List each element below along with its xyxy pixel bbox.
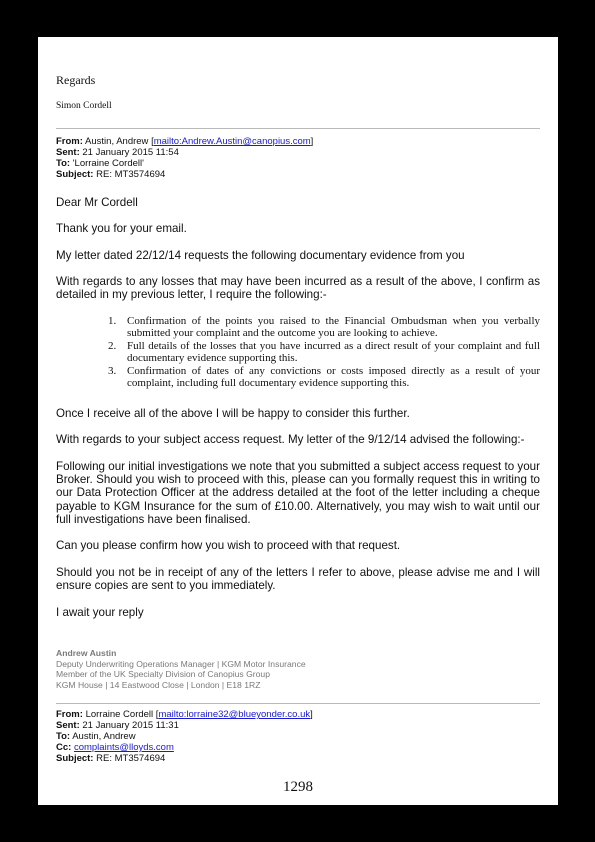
sent-value: 21 January 2015 11:54: [82, 147, 179, 158]
list-item: 1. Confirmation of the points you raised to the Financial Ombudsman when you verbally submitted your complaint and the outcome you are looking to achieve.: [108, 315, 540, 340]
paragraph-losses: With regards to any losses that may have been incurred as a result of the above, I confirm as detailed in my previous letter, I require the following:-: [56, 275, 540, 302]
paragraph-investigations: Following our initial investigations we note that you submitted a subject access request to your Broker. Should you wish to proceed with this, please can you formally request this in writing to our Data Protection Officer at the address detailed at the foot of the letter including a cheque payable to KGM Insurance for the sum of £10.00. Alternatively, you may wish to wait until our full investigations have been finalised.: [56, 460, 540, 526]
subject-label: Subject:: [56, 169, 94, 180]
cc-label: Cc:: [56, 742, 72, 753]
to-value: Austin, Andrew: [72, 731, 136, 742]
paragraph-await: I await your reply: [56, 606, 144, 619]
paragraph-subject-access: With regards to your subject access request. My letter of the 9/12/14 advised the following:-: [56, 433, 525, 446]
paragraph-thanks: Thank you for your email.: [56, 222, 187, 235]
divider: [56, 128, 540, 129]
paragraph-not-received: Should you not be in receipt of any of the letters I refer to above, please advise me and I will ensure copies are sent to you immediately.: [56, 566, 540, 593]
document-page: [38, 37, 558, 805]
email-header-1: From: Austin, Andrew [mailto:Andrew.Austin@canopius.com] Sent: 21 January 2015 11:54 To: 'Lorraine Cordell' Subject: RE: MT3574694: [56, 136, 314, 180]
cc-email-link[interactable]: complaints@lloyds.com: [73, 742, 174, 753]
paragraph-confirm: Can you please confirm how you wish to proceed with that request.: [56, 539, 401, 552]
signature-org: Member of the UK Specialty Division of Canopius Group: [56, 669, 270, 680]
to-label: To:: [56, 158, 71, 169]
signature-block: [56, 648, 306, 690]
sent-label: Sent:: [56, 720, 80, 731]
email-header-2: From: Lorraine Cordell [mailto:lorraine32@blueyonder.co.uk] Sent: 21 January 2015 11:31 To: Austin, Andrew Cc: complaints@lloyds.com Subject: RE: MT3574694: [56, 709, 313, 764]
requirements-list: [108, 315, 540, 389]
to-value: 'Lorraine Cordell': [72, 158, 144, 169]
closing-regards: Regards: [56, 73, 96, 87]
from-mailto-link[interactable]: mailto:Andrew.Austin@canopius.com: [153, 136, 311, 147]
from-value: Lorraine Cordell: [85, 709, 154, 720]
sent-label: Sent:: [56, 147, 80, 158]
to-label: To:: [56, 731, 71, 742]
from-mailto-link[interactable]: mailto:lorraine32@blueyonder.co.uk: [158, 709, 311, 720]
divider: [56, 703, 540, 704]
list-item: 2. Full details of the losses that you have incurred as a direct result of your complaint and full documentary evidence supporting this.: [108, 339, 540, 365]
page-number: 1298: [283, 779, 313, 795]
signature-name: Andrew Austin: [56, 648, 117, 658]
from-value: Austin, Andrew: [85, 136, 149, 147]
subject-label: Subject:: [56, 753, 94, 764]
signature-address: KGM House | 14 Eastwood Close | London | E18 1RZ: [56, 679, 261, 690]
signer-name: Simon Cordell: [56, 101, 112, 111]
paragraph-once-received: Once I receive all of the above I will be happy to consider this further.: [56, 407, 410, 420]
from-label: From:: [56, 136, 83, 147]
signature-title: Deputy Underwriting Operations Manager | KGM Motor Insurance: [56, 658, 306, 669]
list-item: 3. Confirmation of dates of any convictions or costs imposed directly as a result of your complaint, including full documentary evidence supporting this.: [108, 364, 540, 390]
greeting: Dear Mr Cordell: [56, 196, 138, 209]
sent-value: 21 January 2015 11:31: [82, 720, 179, 731]
paragraph-letter-dated: My letter dated 22/12/14 requests the following documentary evidence from you: [56, 249, 465, 262]
subject-value: RE: MT3574694: [96, 753, 166, 764]
from-label: From:: [56, 709, 83, 720]
subject-value: RE: MT3574694: [96, 169, 166, 180]
